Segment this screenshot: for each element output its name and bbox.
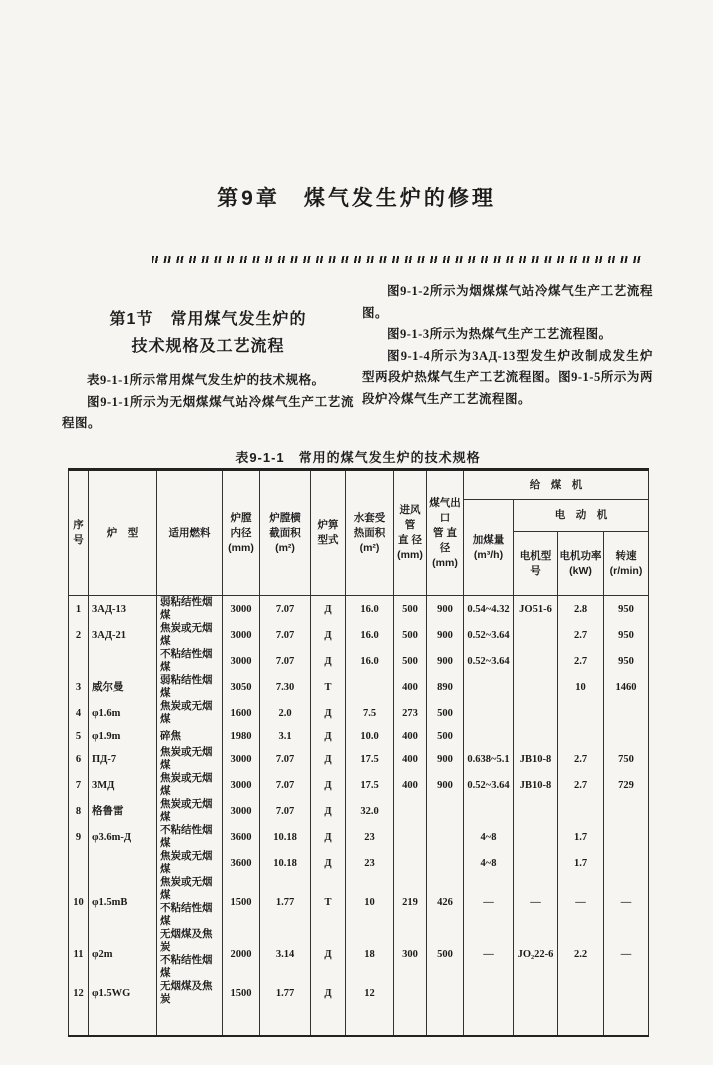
cell [464, 674, 514, 700]
cell: 950 [604, 648, 649, 674]
cell: 3000 [223, 596, 260, 623]
cell: φ3.6m-Д [89, 824, 157, 850]
paragraph: 图9-1-2所示为烟煤煤气站冷煤气生产工艺流程图。 [362, 284, 653, 320]
section-title-line1: 第1节 常用煤气发生炉的 [109, 311, 307, 328]
cell: 2.7 [558, 772, 604, 798]
cell: 5 [69, 726, 89, 746]
cell: 7.07 [260, 798, 311, 824]
cell: 10 [558, 674, 604, 700]
cell: 426 [427, 876, 464, 928]
col-header-water-jacket-area: 水套受 热面积 (m²) [346, 470, 394, 596]
cell: 1.7 [558, 824, 604, 850]
cell: 900 [427, 596, 464, 623]
table-row [69, 622, 649, 648]
cell: 焦炭或无烟煤 [157, 772, 223, 798]
paragraph: 图9-1-1所示为无烟煤煤气站冷煤气生产工艺流程图。 [62, 394, 354, 430]
cell [464, 980, 514, 1006]
cell: 1 [69, 596, 89, 623]
cell: 焦炭或无烟煤 [157, 798, 223, 824]
cell: 17.5 [346, 746, 394, 772]
col-header-cross-area: 炉膛横 截面积 (m²) [260, 470, 311, 596]
table-caption: 表9-1-1 常用的煤气发生炉的技术规格 [235, 450, 481, 465]
cell: 3000 [223, 622, 260, 648]
cell [69, 648, 89, 674]
cell: 10.0 [346, 726, 394, 746]
cell [514, 798, 558, 824]
cell [604, 1006, 649, 1036]
cell: 2000 [223, 928, 260, 980]
cell: 3 [69, 674, 89, 700]
cell: 无烟煤及焦炭 不粘结性烟煤 [157, 928, 223, 980]
cell: 3000 [223, 746, 260, 772]
cell: 焦炭或无烟煤 [157, 622, 223, 648]
col-header-motor-power: 电机功率 (kW) [558, 532, 604, 596]
cell: 弱粘结性烟煤 [157, 596, 223, 623]
cell: 23 [346, 824, 394, 850]
cell: Д [311, 648, 346, 674]
cell: 7 [69, 772, 89, 798]
cell [394, 980, 427, 1006]
cell: 400 [394, 746, 427, 772]
cell: 400 [394, 674, 427, 700]
cell: 8 [69, 798, 89, 824]
col-header-fuel: 适用燃料 [157, 470, 223, 596]
cell: 2.7 [558, 622, 604, 648]
cell: 500 [427, 700, 464, 726]
cell: Д [311, 726, 346, 746]
cell: Д [311, 622, 346, 648]
cell: 焦炭或无烟煤 [157, 700, 223, 726]
cell: 3000 [223, 798, 260, 824]
cell: φ1.9m [89, 726, 157, 746]
cell [464, 726, 514, 746]
paragraph: 图9-1-3所示为热煤气生产工艺流程图。 [387, 327, 612, 341]
cell: φ1.5mB [89, 876, 157, 928]
cell: 950 [604, 622, 649, 648]
cell: 12 [346, 980, 394, 1006]
cell: Д [311, 928, 346, 980]
cell: 500 [427, 928, 464, 980]
table-row [69, 1006, 649, 1036]
cell: 23 [346, 850, 394, 876]
table-row [69, 700, 649, 726]
cell: 3600 [223, 824, 260, 850]
cell [394, 824, 427, 850]
cell: 4~8 [464, 824, 514, 850]
table-row [69, 928, 649, 980]
cell: 1500 [223, 980, 260, 1006]
cell: 碎焦 [157, 726, 223, 746]
cell: T [311, 876, 346, 928]
cell: 16.0 [346, 648, 394, 674]
cell: 7.07 [260, 648, 311, 674]
cell: 2.0 [260, 700, 311, 726]
cell: 7.07 [260, 746, 311, 772]
cell: φ1.6m [89, 700, 157, 726]
left-column [62, 306, 354, 435]
cell: 6 [69, 746, 89, 772]
cell [604, 980, 649, 1006]
cell: 焦炭或无烟煤 不粘结性烟煤 [157, 876, 223, 928]
table-row [69, 726, 649, 746]
cell: 格鲁雷 [89, 798, 157, 824]
cell: 900 [427, 622, 464, 648]
cell: 焦炭或无烟煤 [157, 850, 223, 876]
cell [464, 700, 514, 726]
cell: 3.1 [260, 726, 311, 746]
cell: JO₂22-6 [514, 928, 558, 980]
cell: 900 [427, 746, 464, 772]
cell: 4~8 [464, 850, 514, 876]
cell: 950 [604, 596, 649, 623]
col-header-index: 序 号 [69, 470, 89, 596]
cell: 900 [427, 772, 464, 798]
cell [514, 1006, 558, 1036]
cell [89, 1006, 157, 1036]
section-title [62, 306, 354, 360]
cell: 18 [346, 928, 394, 980]
cell: JB10-8 [514, 746, 558, 772]
cell: 12 [69, 980, 89, 1006]
cell: 2 [69, 622, 89, 648]
cell: 3АД-21 [89, 622, 157, 648]
col-header-coal-feeder: 给 煤 机 [464, 470, 649, 500]
cell [89, 850, 157, 876]
cell: 不粘结性烟煤 [157, 648, 223, 674]
cell [558, 798, 604, 824]
cell: 2.7 [558, 648, 604, 674]
table-row [69, 772, 649, 798]
table-row [69, 980, 649, 1006]
cell: 219 [394, 876, 427, 928]
cell: 7.30 [260, 674, 311, 700]
cell: 1600 [223, 700, 260, 726]
cell [604, 824, 649, 850]
cell [604, 850, 649, 876]
cell [464, 798, 514, 824]
table-row [69, 798, 649, 824]
cell: 7.5 [346, 700, 394, 726]
table-row [69, 674, 649, 700]
cell: 500 [394, 596, 427, 623]
cell [260, 1006, 311, 1036]
cell [427, 980, 464, 1006]
cell: 10.18 [260, 824, 311, 850]
cell: 729 [604, 772, 649, 798]
cell [311, 1006, 346, 1036]
cell [604, 798, 649, 824]
col-header-gas-outlet-diameter: 煤气出口 管 直 径 (mm) [427, 470, 464, 596]
col-header-air-pipe-diameter: 进风管 直 径 (mm) [394, 470, 427, 596]
cell: — [464, 928, 514, 980]
cell: 400 [394, 726, 427, 746]
cell: 10.18 [260, 850, 311, 876]
cell: 1460 [604, 674, 649, 700]
col-header-inner-diameter: 炉膛 内径 (mm) [223, 470, 260, 596]
ornament-divider [152, 256, 644, 263]
cell [157, 1006, 223, 1036]
cell: 10 [346, 876, 394, 928]
table-row [69, 876, 649, 928]
cell: 3000 [223, 772, 260, 798]
cell [427, 824, 464, 850]
cell: 3.14 [260, 928, 311, 980]
cell: 11 [69, 928, 89, 980]
cell: T [311, 674, 346, 700]
cell: 32.0 [346, 798, 394, 824]
cell: 1.7 [558, 850, 604, 876]
cell: ПД-7 [89, 746, 157, 772]
cell: 3050 [223, 674, 260, 700]
table-row [69, 850, 649, 876]
cell: 3600 [223, 850, 260, 876]
cell [89, 648, 157, 674]
cell: 威尔曼 [89, 674, 157, 700]
table-row [69, 824, 649, 850]
cell [604, 700, 649, 726]
cell [514, 980, 558, 1006]
cell: 750 [604, 746, 649, 772]
cell [223, 1006, 260, 1036]
cell: 1980 [223, 726, 260, 746]
cell: — [604, 876, 649, 928]
section-title-line2: 技术规格及工艺流程 [131, 338, 285, 355]
cell [514, 824, 558, 850]
cell: 400 [394, 772, 427, 798]
cell: 10 [69, 876, 89, 928]
cell: JO51-6 [514, 596, 558, 623]
cell: Д [311, 798, 346, 824]
cell [427, 798, 464, 824]
cell: 3000 [223, 648, 260, 674]
paragraph: 图9-1-4所示为3АД-13型发生炉改制成发生炉型两段炉热煤气生产工艺流程图。图9-1-5所示为两段炉冷煤气生产工艺流程图。 [362, 348, 653, 406]
cell: JB10-8 [514, 772, 558, 798]
cell [514, 648, 558, 674]
cell: φ2m [89, 928, 157, 980]
cell: 3МД [89, 772, 157, 798]
col-header-coal-rate: 加煤量 (m³/h) [464, 500, 514, 596]
cell: 7.07 [260, 772, 311, 798]
cell: — [558, 876, 604, 928]
cell: 2.7 [558, 746, 604, 772]
cell: 0.52~3.64 [464, 622, 514, 648]
col-header-grate-type: 炉箅 型式 [311, 470, 346, 596]
cell: Д [311, 850, 346, 876]
cell: 焦炭或无烟煤 [157, 746, 223, 772]
spec-table [68, 468, 649, 1037]
chapter-title: 第9章 煤气发生炉的修理 [217, 187, 496, 210]
cell: 2.8 [558, 596, 604, 623]
table-row [69, 648, 649, 674]
cell [558, 700, 604, 726]
cell: 3АД-13 [89, 596, 157, 623]
col-header-motor-model: 电机型号 [514, 532, 558, 596]
cell: 4 [69, 700, 89, 726]
col-header-motor: 电 动 机 [514, 500, 649, 532]
cell: 0.52~3.64 [464, 772, 514, 798]
cell: Д [311, 980, 346, 1006]
cell: 16.0 [346, 596, 394, 623]
cell: Д [311, 746, 346, 772]
cell: Д [311, 772, 346, 798]
col-header-furnace-type: 炉 型 [89, 470, 157, 596]
cell: 不粘结性烟煤 [157, 824, 223, 850]
paragraph: 表9-1-1所示常用煤气发生炉的技术规格。 [87, 373, 325, 387]
cell [514, 850, 558, 876]
cell [394, 798, 427, 824]
cell: 500 [394, 622, 427, 648]
cell [514, 726, 558, 746]
cell: 7.07 [260, 622, 311, 648]
cell: Д [311, 596, 346, 623]
cell [464, 1006, 514, 1036]
cell: — [464, 876, 514, 928]
table-row [69, 596, 649, 623]
cell: 0.638~5.1 [464, 746, 514, 772]
col-header-speed: 转速 (r/min) [604, 532, 649, 596]
cell: 890 [427, 674, 464, 700]
cell: 0.52~3.64 [464, 648, 514, 674]
cell [514, 700, 558, 726]
cell [514, 674, 558, 700]
cell: φ1.5WG [89, 980, 157, 1006]
cell [69, 1006, 89, 1036]
cell: 500 [427, 726, 464, 746]
cell: 2.2 [558, 928, 604, 980]
cell: 7.07 [260, 596, 311, 623]
cell [604, 726, 649, 746]
cell: 300 [394, 928, 427, 980]
cell: 1500 [223, 876, 260, 928]
cell [558, 1006, 604, 1036]
cell [427, 1006, 464, 1036]
cell: — [514, 876, 558, 928]
cell: 0.54~4.32 [464, 596, 514, 623]
cell [514, 622, 558, 648]
cell: 弱粘结性烟煤 [157, 674, 223, 700]
right-column [362, 281, 653, 410]
cell: 273 [394, 700, 427, 726]
cell: 900 [427, 648, 464, 674]
cell: 16.0 [346, 622, 394, 648]
cell: 17.5 [346, 772, 394, 798]
cell: Д [311, 700, 346, 726]
cell: — [604, 928, 649, 980]
cell: Д [311, 824, 346, 850]
cell [427, 850, 464, 876]
cell: 1.77 [260, 980, 311, 1006]
cell: 9 [69, 824, 89, 850]
table-row [69, 746, 649, 772]
cell: 500 [394, 648, 427, 674]
cell [346, 1006, 394, 1036]
cell: 1.77 [260, 876, 311, 928]
cell: 无烟煤及焦炭 [157, 980, 223, 1006]
cell [394, 850, 427, 876]
cell [558, 980, 604, 1006]
cell [558, 726, 604, 746]
cell [346, 674, 394, 700]
cell [69, 850, 89, 876]
cell [394, 1006, 427, 1036]
